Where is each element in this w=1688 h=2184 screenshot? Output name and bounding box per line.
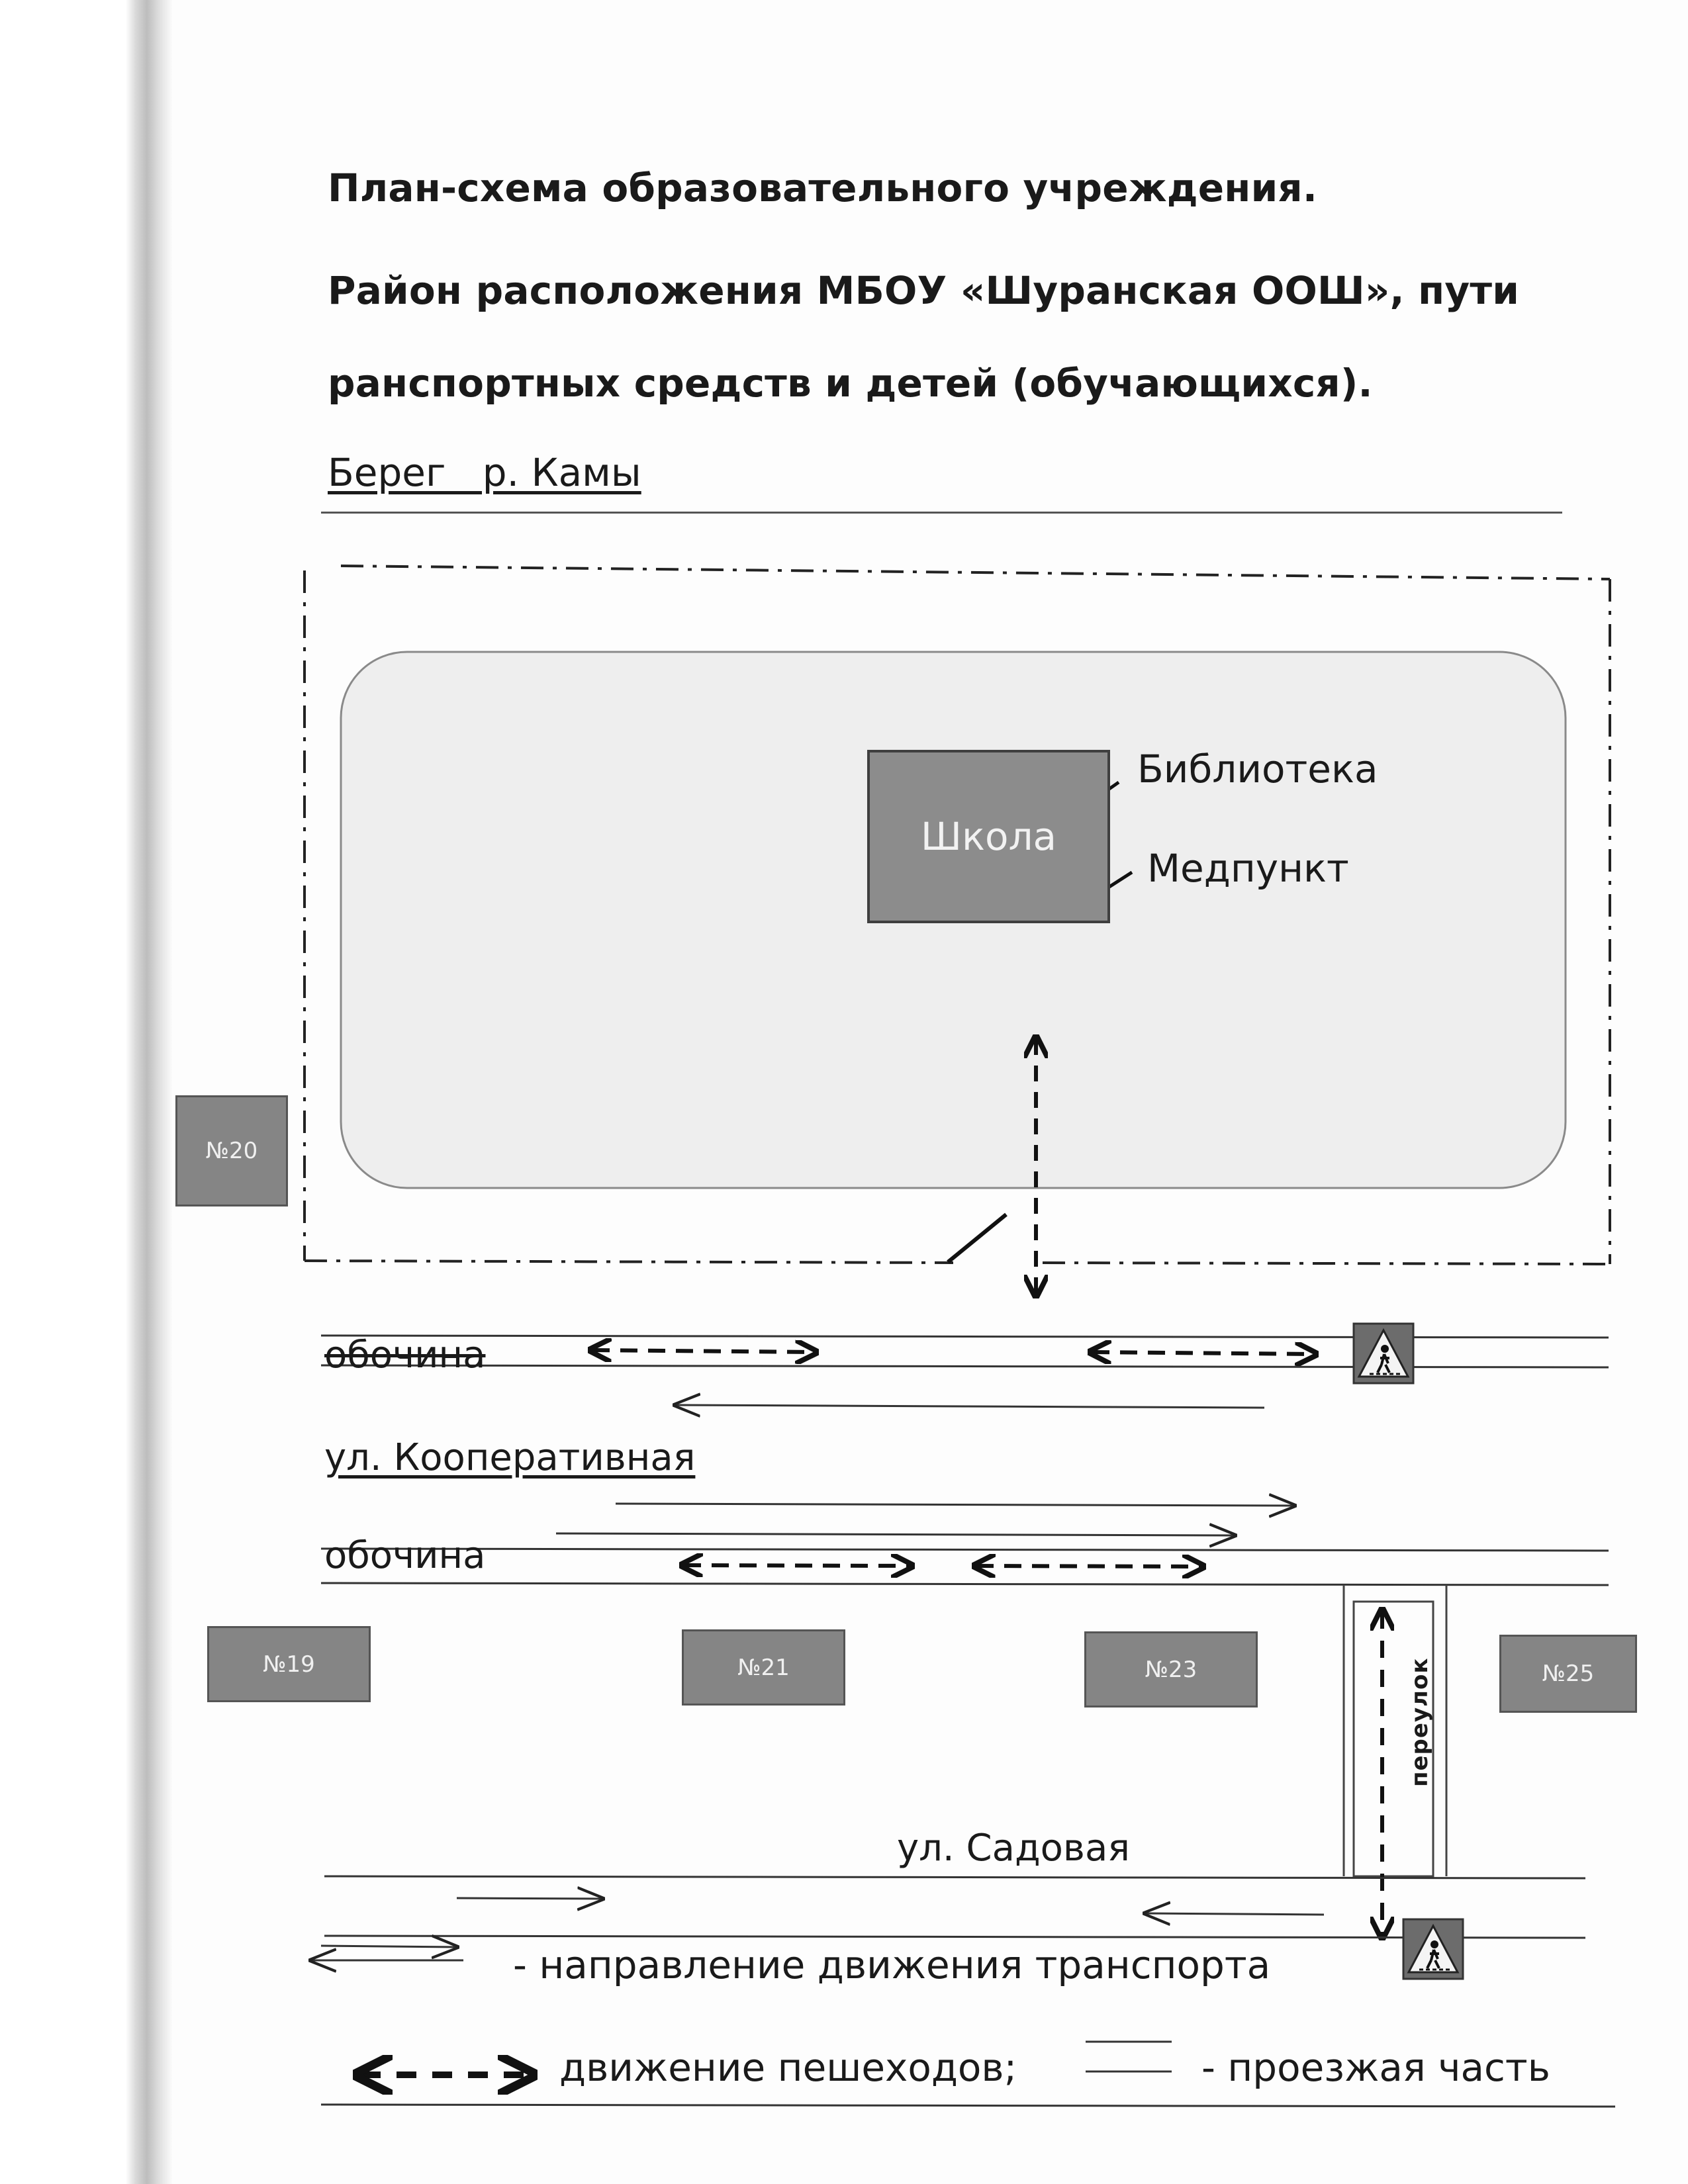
pedestrian-crossing-sign-icon	[1354, 1324, 1413, 1383]
pedestrian-arrow-shoulder-top-left	[592, 1350, 814, 1352]
pedestrian-arrow-shoulder-bottom-right	[976, 1566, 1201, 1567]
legend-roadway-symbol	[1086, 2042, 1172, 2071]
shoulder-bottom-outer-edge	[321, 1583, 1609, 1585]
traffic-arrow-rightward-1	[616, 1504, 1294, 1506]
traffic-arrow-sadovaya-left	[1145, 1913, 1324, 1915]
library-label: Библиотека	[1137, 747, 1378, 792]
house-25: №25	[1499, 1635, 1637, 1713]
traffic-arrow-rightward-2	[556, 1533, 1235, 1535]
kooperativnaya-street-label: ул. Кооперативная	[324, 1436, 696, 1479]
shoulder-bottom-label: обочина	[324, 1534, 486, 1577]
shoulder-bottom-inner-edge	[321, 1549, 1609, 1551]
title-line-2: Район расположения МБОУ «Шуранская ООШ», пути	[328, 268, 1520, 313]
pedestrian-arrow-shoulder-top-right	[1092, 1352, 1314, 1354]
gate-line	[948, 1214, 1006, 1262]
legend-pedestrian-text: движение пешеходов;	[559, 2045, 1017, 2090]
house-20: №20	[175, 1095, 288, 1206]
pedestrian-crossing-sign-icon	[1403, 1919, 1463, 1979]
legend-roadway-text: - проезжая часть	[1201, 2045, 1550, 2090]
traffic-arrow-sadovaya-right	[457, 1898, 602, 1899]
house-21: №21	[682, 1629, 845, 1706]
shoulder-top-outer-edge	[321, 1336, 1609, 1338]
title-line-3: ранспортных средств и детей (обучающихся).	[328, 361, 1373, 406]
traffic-arrows-sadovaya	[457, 1898, 1324, 1915]
legend-transport-symbol	[311, 1946, 463, 1960]
house-23: №23	[1084, 1631, 1258, 1707]
legend-bottom-line	[321, 2105, 1615, 2107]
river-bank-label: Берег р. Камы	[328, 450, 641, 495]
side-lane-label: переулок	[1407, 1657, 1433, 1787]
shoulder-top-inner-edge	[321, 1365, 1609, 1367]
school-building: Школа	[867, 750, 1110, 923]
pedestrian-arrow-shoulder-bottom-left	[684, 1565, 910, 1566]
sadovaya-bottom-edge	[324, 1936, 1585, 1938]
sadovaya-street-label: ул. Садовая	[897, 1827, 1130, 1870]
house-19: №19	[207, 1626, 371, 1702]
medpoint-label: Медпункт	[1147, 846, 1349, 891]
traffic-arrow-leftward	[675, 1405, 1264, 1408]
legend-transport-text: - направление движения транспорта	[513, 1942, 1271, 1987]
title-line-1: План-схема образовательного учреждения.	[328, 165, 1318, 210]
shoulder-top-label: обочина	[324, 1334, 486, 1377]
